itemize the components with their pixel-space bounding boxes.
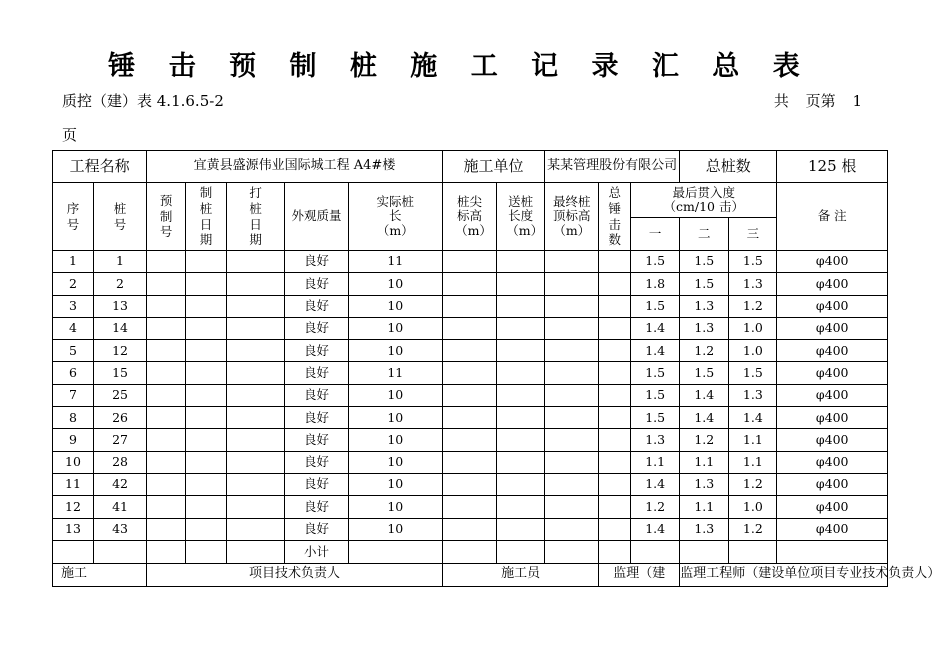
cell-send-length: [497, 273, 545, 295]
cell-actual-length: 11: [348, 251, 442, 273]
cell-top-elevation: [545, 340, 599, 362]
cell-seq: 13: [53, 518, 94, 540]
cell-seq: 9: [53, 429, 94, 451]
cell-remark: φ400: [777, 340, 888, 362]
cell-pile-no: 15: [93, 362, 146, 384]
cell-remark: φ400: [777, 317, 888, 339]
cell-pen-3: 1.4: [729, 407, 777, 429]
cell-pen-2: 1.3: [680, 317, 729, 339]
cell-actual-length: 11: [348, 362, 442, 384]
subtotal-cell: [226, 540, 284, 563]
cell-drive-date: [226, 496, 284, 518]
cell-top-elevation: [545, 473, 599, 495]
construction-unit-value: 某某管理股份有限公司: [545, 151, 680, 183]
cell-send-length: [497, 340, 545, 362]
cell-remark: φ400: [777, 407, 888, 429]
cell-appearance: 良好: [285, 473, 348, 495]
footer-supervision: 监理（建: [599, 563, 680, 586]
cell-prefab-no: [147, 473, 186, 495]
cell-pen-3: 1.0: [729, 496, 777, 518]
cell-make-date: [186, 518, 227, 540]
cell-actual-length: 10: [348, 451, 442, 473]
cell-pen-1: 1.5: [631, 295, 680, 317]
cell-top-elevation: [545, 251, 599, 273]
cell-tip-elevation: [442, 518, 496, 540]
table-row: [53, 451, 888, 473]
cell-remark: φ400: [777, 429, 888, 451]
cell-appearance: 良好: [285, 429, 348, 451]
cell-pile-no: 42: [93, 473, 146, 495]
cell-appearance: 良好: [285, 496, 348, 518]
header-prefab-no: [147, 183, 186, 251]
cell-drive-date: [226, 317, 284, 339]
cell-appearance: 良好: [285, 384, 348, 406]
cell-total-blows: [599, 451, 631, 473]
cell-drive-date: [226, 429, 284, 451]
cell-total-blows: [599, 473, 631, 495]
cell-total-blows: [599, 362, 631, 384]
header-actual-length: [348, 183, 442, 251]
cell-appearance: 良好: [285, 340, 348, 362]
cell-drive-date: [226, 340, 284, 362]
header-seq-text: 序号: [66, 200, 80, 232]
cell-prefab-no: [147, 429, 186, 451]
cell-prefab-no: [147, 407, 186, 429]
cell-pile-no: 2: [93, 273, 146, 295]
cell-pen-3: 1.3: [729, 384, 777, 406]
cell-seq: 6: [53, 362, 94, 384]
cell-pen-2: 1.2: [680, 429, 729, 451]
cell-pen-1: 1.8: [631, 273, 680, 295]
cell-seq: 5: [53, 340, 94, 362]
subtotal-cell: [631, 540, 680, 563]
cell-remark: φ400: [777, 473, 888, 495]
cell-send-length: [497, 295, 545, 317]
cell-total-blows: [599, 429, 631, 451]
cell-actual-length: 10: [348, 295, 442, 317]
header-top-elevation-text: 最终桩顶标高（m）: [553, 193, 591, 238]
cell-total-blows: [599, 295, 631, 317]
cell-tip-elevation: [442, 317, 496, 339]
info-row: [53, 151, 888, 183]
header-pen-3: 三: [729, 218, 777, 251]
cell-make-date: [186, 317, 227, 339]
header-appearance: 外观质量: [285, 183, 348, 251]
header-row-1: [53, 183, 888, 218]
cell-total-blows: [599, 251, 631, 273]
header-tip-elevation: [442, 183, 496, 251]
cell-remark: φ400: [777, 362, 888, 384]
cell-pile-no: 27: [93, 429, 146, 451]
cell-total-blows: [599, 340, 631, 362]
page-info-tail: 页: [62, 126, 78, 144]
header-pen-2: 二: [680, 218, 729, 251]
cell-pen-1: 1.4: [631, 317, 680, 339]
header-tip-elevation-text: 桩尖标高（m）: [455, 193, 492, 238]
cell-send-length: [497, 251, 545, 273]
cell-pile-no: 12: [93, 340, 146, 362]
cell-prefab-no: [147, 384, 186, 406]
cell-make-date: [186, 362, 227, 384]
cell-make-date: [186, 295, 227, 317]
cell-top-elevation: [545, 518, 599, 540]
cell-appearance: 良好: [285, 317, 348, 339]
cell-top-elevation: [545, 407, 599, 429]
cell-prefab-no: [147, 496, 186, 518]
cell-pen-3: 1.2: [729, 295, 777, 317]
cell-appearance: 良好: [285, 251, 348, 273]
cell-total-blows: [599, 317, 631, 339]
cell-pen-1: 1.5: [631, 362, 680, 384]
table-row: [53, 340, 888, 362]
cell-total-blows: [599, 518, 631, 540]
cell-pen-3: 1.1: [729, 429, 777, 451]
subtotal-cell: [497, 540, 545, 563]
table-row: [53, 496, 888, 518]
cell-tip-elevation: [442, 384, 496, 406]
cell-actual-length: 10: [348, 518, 442, 540]
cell-send-length: [497, 496, 545, 518]
subtotal-cell: [545, 540, 599, 563]
cell-pen-1: 1.5: [631, 407, 680, 429]
cell-top-elevation: [545, 429, 599, 451]
cell-pen-1: 1.3: [631, 429, 680, 451]
cell-actual-length: 10: [348, 407, 442, 429]
cell-drive-date: [226, 384, 284, 406]
cell-pen-1: 1.1: [631, 451, 680, 473]
header-send-length-text: 送桩长度（m）: [506, 193, 544, 238]
cell-tip-elevation: [442, 496, 496, 518]
cell-pen-3: 1.0: [729, 317, 777, 339]
cell-tip-elevation: [442, 295, 496, 317]
cell-drive-date: [226, 273, 284, 295]
cell-appearance: 良好: [285, 451, 348, 473]
cell-remark: φ400: [777, 251, 888, 273]
cell-tip-elevation: [442, 362, 496, 384]
cell-pile-no: 28: [93, 451, 146, 473]
cell-actual-length: 10: [348, 496, 442, 518]
cell-pile-no: 14: [93, 317, 146, 339]
cell-actual-length: 10: [348, 384, 442, 406]
subtotal-cell: [186, 540, 227, 563]
cell-send-length: [497, 384, 545, 406]
construction-unit-label: 施工单位: [442, 151, 544, 183]
table-row: [53, 251, 888, 273]
cell-pen-3: 1.1: [729, 451, 777, 473]
header-total-blows: [599, 183, 631, 251]
table-row: [53, 295, 888, 317]
cell-top-elevation: [545, 273, 599, 295]
header-pen-1: 一: [631, 218, 680, 251]
cell-seq: 11: [53, 473, 94, 495]
table-row: [53, 407, 888, 429]
header-send-length: [497, 183, 545, 251]
cell-tip-elevation: [442, 451, 496, 473]
cell-make-date: [186, 340, 227, 362]
cell-actual-length: 10: [348, 429, 442, 451]
cell-pen-2: 1.3: [680, 473, 729, 495]
project-name-value: 宜黄县盛源伟业国际城工程 A4#楼: [147, 151, 443, 183]
table-row: [53, 317, 888, 339]
cell-appearance: 良好: [285, 407, 348, 429]
cell-tip-elevation: [442, 473, 496, 495]
table-row: [53, 518, 888, 540]
header-prefab-no-text: 预制号: [159, 193, 173, 240]
cell-pile-no: 26: [93, 407, 146, 429]
document-title: 锤 击 预 制 桩 施 工 记 录 汇 总 表: [108, 51, 812, 82]
cell-total-blows: [599, 407, 631, 429]
cell-drive-date: [226, 473, 284, 495]
cell-pen-3: 1.2: [729, 518, 777, 540]
form-code: 质控（建）表 4.1.6.5-2: [62, 92, 224, 110]
project-name-label: 工程名称: [53, 151, 147, 183]
cell-actual-length: 10: [348, 317, 442, 339]
cell-drive-date: [226, 362, 284, 384]
cell-tip-elevation: [442, 429, 496, 451]
cell-prefab-no: [147, 518, 186, 540]
footer-tech-lead: 项目技术负责人: [147, 563, 443, 586]
table-row: [53, 384, 888, 406]
cell-make-date: [186, 451, 227, 473]
cell-pen-3: 1.3: [729, 273, 777, 295]
cell-send-length: [497, 429, 545, 451]
header-penetration-text: 最后贯入度（cm/10 击）: [663, 184, 744, 214]
subtotal-cell: [53, 540, 94, 563]
cell-top-elevation: [545, 384, 599, 406]
cell-remark: φ400: [777, 518, 888, 540]
header-drive-date-text: 打桩日期: [249, 185, 262, 248]
cell-remark: φ400: [777, 273, 888, 295]
cell-remark: φ400: [777, 451, 888, 473]
cell-make-date: [186, 496, 227, 518]
cell-total-blows: [599, 384, 631, 406]
cell-pile-no: 25: [93, 384, 146, 406]
cell-seq: 7: [53, 384, 94, 406]
cell-pen-2: 1.1: [680, 451, 729, 473]
cell-pen-1: 1.4: [631, 340, 680, 362]
cell-seq: 10: [53, 451, 94, 473]
cell-seq: 1: [53, 251, 94, 273]
cell-prefab-no: [147, 251, 186, 273]
table-row: [53, 273, 888, 295]
cell-drive-date: [226, 295, 284, 317]
header-penetration: [631, 183, 777, 218]
cell-pen-1: 1.4: [631, 473, 680, 495]
header-pile-no-text: 桩号: [113, 200, 127, 232]
subtotal-cell: [442, 540, 496, 563]
cell-prefab-no: [147, 362, 186, 384]
cell-tip-elevation: [442, 407, 496, 429]
cell-seq: 8: [53, 407, 94, 429]
signature-row: [53, 563, 888, 586]
cell-pen-3: 1.5: [729, 251, 777, 273]
subtotal-cell: [147, 540, 186, 563]
subtotal-cell: [777, 540, 888, 563]
cell-seq: 12: [53, 496, 94, 518]
cell-pen-3: 1.2: [729, 473, 777, 495]
header-total-blows-text: 总锤击数: [608, 185, 621, 248]
cell-seq: 2: [53, 273, 94, 295]
cell-prefab-no: [147, 295, 186, 317]
cell-pen-2: 1.1: [680, 496, 729, 518]
cell-make-date: [186, 251, 227, 273]
header-seq: [53, 183, 94, 251]
cell-top-elevation: [545, 496, 599, 518]
cell-drive-date: [226, 251, 284, 273]
cell-appearance: 良好: [285, 273, 348, 295]
cell-prefab-no: [147, 273, 186, 295]
header-make-date: [186, 183, 227, 251]
total-piles-label: 总桩数: [680, 151, 777, 183]
table-row: [53, 429, 888, 451]
subtotal-row: [53, 540, 888, 563]
cell-pen-2: 1.5: [680, 251, 729, 273]
table-row: [53, 473, 888, 495]
cell-drive-date: [226, 407, 284, 429]
cell-tip-elevation: [442, 251, 496, 273]
cell-top-elevation: [545, 362, 599, 384]
footer-construction: 施工: [53, 563, 147, 586]
cell-pen-2: 1.4: [680, 384, 729, 406]
pile-record-table: [52, 150, 940, 587]
cell-make-date: [186, 429, 227, 451]
cell-remark: φ400: [777, 496, 888, 518]
cell-send-length: [497, 518, 545, 540]
cell-pile-no: 43: [93, 518, 146, 540]
cell-seq: 3: [53, 295, 94, 317]
cell-top-elevation: [545, 295, 599, 317]
cell-prefab-no: [147, 340, 186, 362]
cell-prefab-no: [147, 317, 186, 339]
cell-drive-date: [226, 451, 284, 473]
cell-pen-2: 1.3: [680, 518, 729, 540]
subtotal-cell: [599, 540, 631, 563]
cell-remark: φ400: [777, 295, 888, 317]
cell-prefab-no: [147, 451, 186, 473]
cell-pen-2: 1.5: [680, 362, 729, 384]
cell-pile-no: 1: [93, 251, 146, 273]
cell-appearance: 良好: [285, 295, 348, 317]
subtotal-label: 小计: [285, 540, 348, 563]
cell-tip-elevation: [442, 340, 496, 362]
cell-pen-2: 1.4: [680, 407, 729, 429]
cell-appearance: 良好: [285, 362, 348, 384]
subtotal-cell: [348, 540, 442, 563]
cell-send-length: [497, 473, 545, 495]
header-remark: 备 注: [777, 183, 888, 251]
cell-send-length: [497, 362, 545, 384]
header-drive-date: [226, 183, 284, 251]
cell-seq: 4: [53, 317, 94, 339]
table-row: [53, 362, 888, 384]
cell-make-date: [186, 473, 227, 495]
cell-make-date: [186, 273, 227, 295]
cell-actual-length: 10: [348, 340, 442, 362]
cell-top-elevation: [545, 451, 599, 473]
page-info: 共 页第 1: [773, 92, 862, 110]
cell-send-length: [497, 317, 545, 339]
subtotal-cell: [729, 540, 777, 563]
header-actual-length-text: 实际桩长（m）: [376, 193, 415, 238]
total-piles-value: 125 根: [777, 151, 888, 183]
cell-drive-date: [226, 518, 284, 540]
subtotal-cell: [93, 540, 146, 563]
footer-worker: 施工员: [442, 563, 599, 586]
footer-engineer: 监理工程师（建设单位项目专业技术负责人）: [680, 563, 888, 586]
cell-pen-1: 1.2: [631, 496, 680, 518]
cell-send-length: [497, 407, 545, 429]
cell-pen-1: 1.5: [631, 384, 680, 406]
cell-pile-no: 13: [93, 295, 146, 317]
cell-pen-2: 1.5: [680, 273, 729, 295]
cell-pen-2: 1.3: [680, 295, 729, 317]
cell-tip-elevation: [442, 273, 496, 295]
cell-make-date: [186, 407, 227, 429]
cell-pen-3: 1.5: [729, 362, 777, 384]
cell-remark: φ400: [777, 384, 888, 406]
cell-top-elevation: [545, 317, 599, 339]
cell-pen-3: 1.0: [729, 340, 777, 362]
cell-make-date: [186, 384, 227, 406]
cell-total-blows: [599, 496, 631, 518]
cell-appearance: 良好: [285, 518, 348, 540]
cell-actual-length: 10: [348, 473, 442, 495]
cell-actual-length: 10: [348, 273, 442, 295]
header-pile-no: [93, 183, 146, 251]
cell-pen-1: 1.4: [631, 518, 680, 540]
cell-pen-2: 1.2: [680, 340, 729, 362]
cell-total-blows: [599, 273, 631, 295]
header-top-elevation: [545, 183, 599, 251]
subtotal-cell: [680, 540, 729, 563]
cell-pen-1: 1.5: [631, 251, 680, 273]
cell-pile-no: 41: [93, 496, 146, 518]
header-make-date-text: 制桩日期: [199, 185, 213, 248]
cell-send-length: [497, 451, 545, 473]
